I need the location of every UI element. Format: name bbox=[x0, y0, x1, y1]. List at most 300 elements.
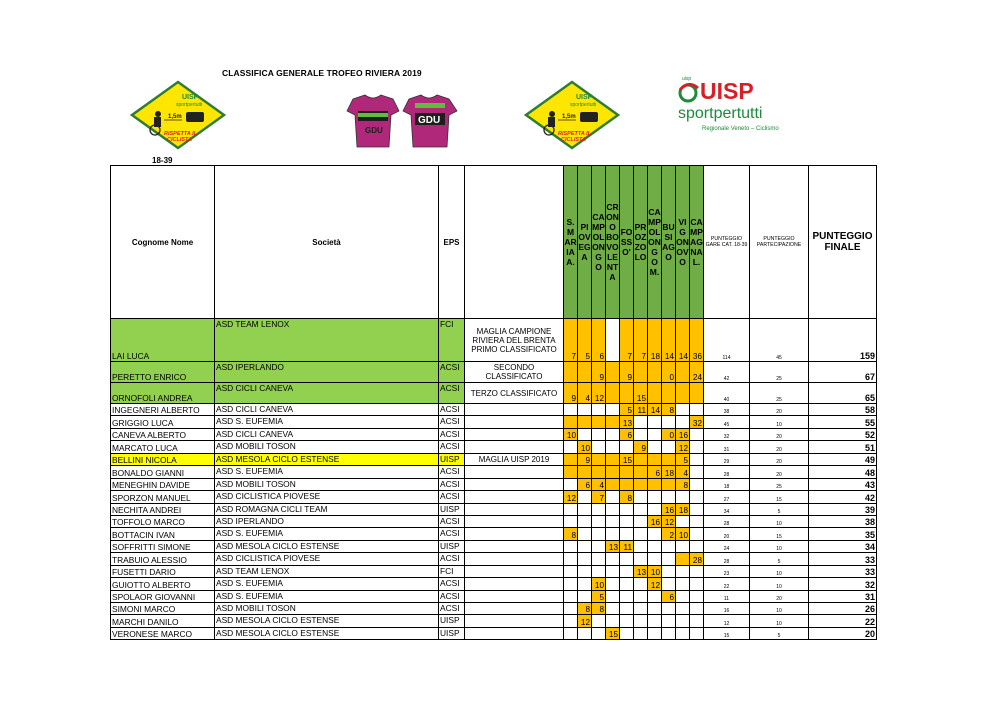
row-race-score: 8 bbox=[620, 491, 634, 503]
row-race-score bbox=[690, 453, 704, 465]
sign-uisp-text: UISP bbox=[576, 94, 593, 101]
row-race-score bbox=[578, 466, 592, 478]
row-race-score bbox=[620, 590, 634, 602]
row-race-score: 12 bbox=[648, 578, 662, 590]
row-race-score bbox=[606, 603, 620, 615]
row-race-score bbox=[592, 416, 606, 428]
row-race-score bbox=[606, 416, 620, 428]
row-final: 49 bbox=[809, 453, 877, 465]
row-final: 52 bbox=[809, 428, 877, 440]
row-race-score bbox=[592, 404, 606, 416]
row-race-score bbox=[606, 515, 620, 527]
row-race-score bbox=[606, 578, 620, 590]
row-race-score bbox=[606, 466, 620, 478]
col-header-name: Cognome Nome bbox=[111, 166, 215, 319]
row-partecipazione: 15 bbox=[750, 528, 809, 540]
row-final: 34 bbox=[809, 540, 877, 552]
row-society: ASD MESOLA CICLO ESTENSE bbox=[215, 453, 439, 465]
row-race-score bbox=[648, 540, 662, 552]
row-race-score bbox=[648, 590, 662, 602]
row-partecipazione: 20 bbox=[750, 428, 809, 440]
row-race-score: 0 bbox=[662, 362, 676, 383]
row-gare: 18 bbox=[704, 478, 750, 490]
row-note bbox=[465, 528, 564, 540]
sign-bottom-2: CICLISTA bbox=[561, 137, 586, 143]
row-note bbox=[465, 491, 564, 503]
row-name: PERETTO ENRICO bbox=[111, 362, 215, 383]
row-final: 32 bbox=[809, 578, 877, 590]
row-society: ASD S. EUFEMIA bbox=[215, 590, 439, 602]
row-society: ASD TEAM LENOX bbox=[215, 319, 439, 362]
brand-region-text: Regionale Veneto – Ciclismo bbox=[702, 126, 779, 132]
row-note bbox=[465, 578, 564, 590]
row-race-score: 8 bbox=[592, 603, 606, 615]
row-race-score bbox=[578, 528, 592, 540]
row-race-score bbox=[620, 503, 634, 515]
row-race-score bbox=[564, 416, 578, 428]
row-race-score bbox=[620, 466, 634, 478]
row-note bbox=[465, 478, 564, 490]
row-race-score: 6 bbox=[662, 590, 676, 602]
row-race-score: 15 bbox=[634, 383, 648, 404]
row-note bbox=[465, 503, 564, 515]
row-eps: UISP bbox=[439, 615, 465, 627]
row-race-score bbox=[676, 416, 690, 428]
brand-uisp-text: UISP bbox=[700, 78, 754, 104]
row-race-score: 12 bbox=[662, 515, 676, 527]
row-final: 33 bbox=[809, 565, 877, 577]
row-gare: 27 bbox=[704, 491, 750, 503]
row-race-score bbox=[690, 404, 704, 416]
row-race-score bbox=[592, 515, 606, 527]
col-header-race: PROZZOLO bbox=[634, 166, 648, 319]
row-race-score bbox=[634, 478, 648, 490]
row-note: SECONDO CLASSIFICATO bbox=[465, 362, 564, 383]
row-gare: 34 bbox=[704, 503, 750, 515]
uisp-rispetta-ciclista-logo-right bbox=[524, 80, 620, 150]
row-race-score bbox=[690, 565, 704, 577]
row-race-score bbox=[606, 491, 620, 503]
ranking-rows bbox=[111, 319, 877, 640]
col-header-race: CRONO BOVOLENTA bbox=[606, 166, 620, 319]
row-race-score bbox=[676, 362, 690, 383]
table-row bbox=[111, 515, 877, 527]
row-race-score bbox=[620, 441, 634, 453]
col-header-race: CAMPOLONGO bbox=[592, 166, 606, 319]
row-race-score: 15 bbox=[620, 453, 634, 465]
row-society: ASD MOBILI TOSON bbox=[215, 603, 439, 615]
row-race-score bbox=[662, 491, 676, 503]
row-race-score: 16 bbox=[676, 428, 690, 440]
row-race-score: 12 bbox=[564, 491, 578, 503]
row-partecipazione: 25 bbox=[750, 383, 809, 404]
row-race-score bbox=[634, 416, 648, 428]
table-row bbox=[111, 540, 877, 552]
row-race-score: 10 bbox=[676, 528, 690, 540]
row-society: ASD CICLISTICA PIOVESE bbox=[215, 553, 439, 565]
row-partecipazione: 5 bbox=[750, 503, 809, 515]
jersey-back-icon bbox=[403, 95, 457, 147]
row-final: 26 bbox=[809, 603, 877, 615]
table-row bbox=[111, 428, 877, 440]
row-eps: UISP bbox=[439, 453, 465, 465]
row-race-score: 18 bbox=[648, 319, 662, 362]
row-society: ASD S. EUFEMIA bbox=[215, 578, 439, 590]
row-name: VERONESE MARCO bbox=[111, 627, 215, 639]
row-race-score bbox=[592, 428, 606, 440]
row-partecipazione: 20 bbox=[750, 466, 809, 478]
row-race-score bbox=[690, 428, 704, 440]
table-row bbox=[111, 578, 877, 590]
table-row bbox=[111, 453, 877, 465]
row-society: ASD IPERLANDO bbox=[215, 362, 439, 383]
row-race-score bbox=[606, 404, 620, 416]
row-race-score bbox=[564, 615, 578, 627]
row-race-score bbox=[634, 615, 648, 627]
row-race-score: 9 bbox=[564, 383, 578, 404]
row-race-score bbox=[676, 491, 690, 503]
row-society: ASD CICLI CANEVA bbox=[215, 428, 439, 440]
row-final: 55 bbox=[809, 416, 877, 428]
row-name: LAI LUCA bbox=[111, 319, 215, 362]
row-race-score bbox=[634, 540, 648, 552]
row-race-score bbox=[606, 553, 620, 565]
row-race-score bbox=[606, 565, 620, 577]
row-partecipazione: 10 bbox=[750, 565, 809, 577]
row-eps: ACSI bbox=[439, 362, 465, 383]
row-race-score: 18 bbox=[662, 466, 676, 478]
row-race-score: 9 bbox=[620, 362, 634, 383]
row-note: TERZO CLASSIFICATO bbox=[465, 383, 564, 404]
row-race-score: 11 bbox=[620, 540, 634, 552]
brand-sub-text: sportpertutti bbox=[678, 105, 763, 122]
row-partecipazione: 10 bbox=[750, 540, 809, 552]
row-eps: ACSI bbox=[439, 441, 465, 453]
row-eps: ACSI bbox=[439, 603, 465, 615]
row-eps: ACSI bbox=[439, 515, 465, 527]
row-race-score bbox=[564, 565, 578, 577]
row-race-score: 12 bbox=[578, 615, 592, 627]
row-partecipazione: 10 bbox=[750, 416, 809, 428]
row-name: BOTTACIN IVAN bbox=[111, 528, 215, 540]
row-race-score bbox=[592, 503, 606, 515]
row-race-score: 6 bbox=[578, 478, 592, 490]
row-gare: 12 bbox=[704, 615, 750, 627]
row-name: BELLINI NICOLA bbox=[111, 453, 215, 465]
row-race-score bbox=[564, 590, 578, 602]
row-race-score bbox=[578, 491, 592, 503]
row-race-score: 6 bbox=[592, 319, 606, 362]
row-race-score bbox=[634, 466, 648, 478]
row-eps: FCI bbox=[439, 565, 465, 577]
row-race-score bbox=[592, 453, 606, 465]
col-header-eps: EPS bbox=[439, 166, 465, 319]
row-race-score bbox=[648, 491, 662, 503]
row-society: ASD CICLISTICA PIOVESE bbox=[215, 491, 439, 503]
row-eps: ACSI bbox=[439, 466, 465, 478]
row-race-score: 4 bbox=[676, 466, 690, 478]
row-final: 43 bbox=[809, 478, 877, 490]
table-row bbox=[111, 404, 877, 416]
sign-bottom-1: RISPETTA IL bbox=[164, 131, 197, 137]
row-race-score bbox=[578, 553, 592, 565]
row-race-score: 18 bbox=[676, 503, 690, 515]
row-race-score: 2 bbox=[662, 528, 676, 540]
row-race-score bbox=[676, 565, 690, 577]
row-race-score bbox=[648, 627, 662, 639]
table-row bbox=[111, 478, 877, 490]
row-race-score bbox=[690, 478, 704, 490]
row-name: BONALDO GIANNI bbox=[111, 466, 215, 478]
row-race-score bbox=[578, 540, 592, 552]
row-race-score bbox=[620, 528, 634, 540]
row-race-score bbox=[578, 590, 592, 602]
row-eps: ACSI bbox=[439, 404, 465, 416]
row-race-score bbox=[690, 491, 704, 503]
row-final: 35 bbox=[809, 528, 877, 540]
row-partecipazione: 10 bbox=[750, 603, 809, 615]
row-final: 51 bbox=[809, 441, 877, 453]
page-title: CLASSIFICA GENERALE TROFEO RIVIERA 2019 bbox=[222, 68, 422, 78]
row-race-score: 9 bbox=[578, 453, 592, 465]
row-eps: ACSI bbox=[439, 491, 465, 503]
row-race-score bbox=[564, 627, 578, 639]
row-race-score bbox=[606, 441, 620, 453]
row-final: 22 bbox=[809, 615, 877, 627]
row-society: ASD MOBILI TOSON bbox=[215, 478, 439, 490]
row-note bbox=[465, 565, 564, 577]
row-partecipazione: 10 bbox=[750, 515, 809, 527]
row-race-score bbox=[564, 515, 578, 527]
row-gare: 24 bbox=[704, 540, 750, 552]
row-society: ASD ROMAGNA CICLI TEAM bbox=[215, 503, 439, 515]
row-race-score bbox=[620, 515, 634, 527]
row-race-score bbox=[564, 578, 578, 590]
row-note bbox=[465, 590, 564, 602]
row-race-score: 12 bbox=[676, 441, 690, 453]
row-partecipazione: 10 bbox=[750, 615, 809, 627]
row-race-score: 13 bbox=[620, 416, 634, 428]
row-race-score bbox=[606, 362, 620, 383]
row-race-score: 7 bbox=[620, 319, 634, 362]
table-header-row bbox=[111, 166, 877, 319]
row-race-score: 14 bbox=[676, 319, 690, 362]
row-race-score bbox=[564, 466, 578, 478]
row-race-score bbox=[578, 404, 592, 416]
row-partecipazione: 20 bbox=[750, 453, 809, 465]
row-final: 58 bbox=[809, 404, 877, 416]
row-race-score bbox=[564, 503, 578, 515]
row-eps: ACSI bbox=[439, 428, 465, 440]
row-race-score: 11 bbox=[634, 404, 648, 416]
row-race-score bbox=[662, 565, 676, 577]
row-race-score bbox=[648, 615, 662, 627]
row-race-score bbox=[592, 528, 606, 540]
row-race-score bbox=[592, 540, 606, 552]
row-society: ASD MOBILI TOSON bbox=[215, 441, 439, 453]
row-race-score bbox=[676, 404, 690, 416]
row-note bbox=[465, 428, 564, 440]
row-race-score bbox=[690, 590, 704, 602]
row-note bbox=[465, 627, 564, 639]
row-name: SPOLAOR GIOVANNI bbox=[111, 590, 215, 602]
row-race-score: 10 bbox=[592, 578, 606, 590]
row-race-score: 10 bbox=[564, 428, 578, 440]
table-row bbox=[111, 416, 877, 428]
row-name: MENEGHIN DAVIDE bbox=[111, 478, 215, 490]
row-race-score bbox=[648, 416, 662, 428]
jersey-front-icon bbox=[347, 95, 399, 147]
row-race-score bbox=[662, 578, 676, 590]
row-name: ORNOFOLI ANDREA bbox=[111, 383, 215, 404]
row-final: 65 bbox=[809, 383, 877, 404]
row-race-score: 5 bbox=[592, 590, 606, 602]
row-race-score bbox=[690, 540, 704, 552]
row-race-score: 14 bbox=[648, 404, 662, 416]
row-race-score: 4 bbox=[578, 383, 592, 404]
table-row bbox=[111, 528, 877, 540]
col-header-race: S. MARIA A. bbox=[564, 166, 578, 319]
gdu-jerseys-image bbox=[343, 93, 461, 149]
row-note: MAGLIA UISP 2019 bbox=[465, 453, 564, 465]
row-race-score bbox=[690, 515, 704, 527]
row-race-score: 12 bbox=[592, 383, 606, 404]
row-race-score bbox=[578, 503, 592, 515]
row-race-score bbox=[648, 503, 662, 515]
row-race-score: 15 bbox=[606, 627, 620, 639]
row-race-score bbox=[690, 441, 704, 453]
row-race-score: 9 bbox=[634, 441, 648, 453]
table-row bbox=[111, 466, 877, 478]
row-race-score: 4 bbox=[592, 478, 606, 490]
row-partecipazione: 25 bbox=[750, 362, 809, 383]
row-final: 67 bbox=[809, 362, 877, 383]
row-eps: ACSI bbox=[439, 528, 465, 540]
row-race-score bbox=[634, 453, 648, 465]
sign-distance: 1,5m bbox=[562, 114, 576, 120]
row-race-score bbox=[690, 466, 704, 478]
row-eps: FCI bbox=[439, 319, 465, 362]
row-partecipazione: 45 bbox=[750, 319, 809, 362]
col-header-race: BUSIAGO bbox=[662, 166, 676, 319]
row-race-score bbox=[662, 383, 676, 404]
row-race-score bbox=[634, 578, 648, 590]
uisp-rispetta-ciclista-logo-left bbox=[130, 80, 226, 150]
category-label: 18-39 bbox=[152, 156, 173, 165]
row-gare: 38 bbox=[704, 404, 750, 416]
row-name: SPORZON MANUEL bbox=[111, 491, 215, 503]
row-note bbox=[465, 515, 564, 527]
row-race-score bbox=[634, 428, 648, 440]
row-final: 42 bbox=[809, 491, 877, 503]
table-row bbox=[111, 627, 877, 639]
table-row bbox=[111, 590, 877, 602]
row-final: 31 bbox=[809, 590, 877, 602]
row-eps: UISP bbox=[439, 503, 465, 515]
row-race-score: 5 bbox=[676, 453, 690, 465]
row-race-score bbox=[634, 528, 648, 540]
row-race-score bbox=[676, 603, 690, 615]
col-header-gare: PUNTEGGIO GARE CAT. 18-39 bbox=[704, 166, 750, 319]
row-race-score bbox=[578, 428, 592, 440]
row-race-score bbox=[592, 553, 606, 565]
row-race-score bbox=[564, 540, 578, 552]
row-race-score: 36 bbox=[690, 319, 704, 362]
row-race-score: 8 bbox=[578, 603, 592, 615]
row-society: ASD MESOLA CICLO ESTENSE bbox=[215, 627, 439, 639]
row-race-score bbox=[564, 603, 578, 615]
row-gare: 42 bbox=[704, 362, 750, 383]
table-row bbox=[111, 441, 877, 453]
row-name: NECHITA ANDREI bbox=[111, 503, 215, 515]
row-race-score bbox=[648, 453, 662, 465]
row-race-score bbox=[662, 441, 676, 453]
row-note: MAGLIA CAMPIONE RIVIERA DEL BRENTA PRIMO CLASSIFICATO bbox=[465, 319, 564, 362]
table-row bbox=[111, 362, 877, 383]
row-final: 48 bbox=[809, 466, 877, 478]
row-race-score bbox=[592, 441, 606, 453]
row-society: ASD S. EUFEMIA bbox=[215, 466, 439, 478]
row-gare: 16 bbox=[704, 603, 750, 615]
row-race-score bbox=[648, 528, 662, 540]
row-race-score bbox=[690, 578, 704, 590]
row-name: TOFFOLO MARCO bbox=[111, 515, 215, 527]
table-row bbox=[111, 565, 877, 577]
row-note bbox=[465, 466, 564, 478]
row-race-score bbox=[564, 553, 578, 565]
row-race-score: 24 bbox=[690, 362, 704, 383]
row-name: SIMONI MARCO bbox=[111, 603, 215, 615]
row-partecipazione: 15 bbox=[750, 491, 809, 503]
row-race-score bbox=[648, 478, 662, 490]
row-gare: 23 bbox=[704, 565, 750, 577]
row-race-score: 7 bbox=[634, 319, 648, 362]
row-race-score bbox=[676, 627, 690, 639]
row-race-score: 9 bbox=[592, 362, 606, 383]
row-race-score bbox=[620, 615, 634, 627]
row-race-score bbox=[634, 362, 648, 383]
row-race-score bbox=[662, 416, 676, 428]
row-race-score bbox=[606, 503, 620, 515]
row-race-score: 13 bbox=[606, 540, 620, 552]
row-name: TRABUIO ALESSIO bbox=[111, 553, 215, 565]
row-race-score bbox=[648, 362, 662, 383]
row-race-score: 8 bbox=[564, 528, 578, 540]
row-partecipazione: 20 bbox=[750, 590, 809, 602]
row-race-score bbox=[592, 627, 606, 639]
row-eps: ACSI bbox=[439, 383, 465, 404]
row-race-score bbox=[578, 362, 592, 383]
row-race-score bbox=[690, 615, 704, 627]
row-race-score bbox=[662, 453, 676, 465]
row-race-score bbox=[620, 603, 634, 615]
row-race-score: 5 bbox=[620, 404, 634, 416]
row-gare: 31 bbox=[704, 441, 750, 453]
row-gare: 114 bbox=[704, 319, 750, 362]
row-race-score: 10 bbox=[578, 441, 592, 453]
sign-bottom-2: CICLISTA bbox=[167, 137, 192, 143]
row-final: 159 bbox=[809, 319, 877, 362]
row-race-score bbox=[648, 553, 662, 565]
col-header-race: VIGONOVO bbox=[676, 166, 690, 319]
row-note bbox=[465, 603, 564, 615]
row-society: ASD TEAM LENOX bbox=[215, 565, 439, 577]
row-race-score bbox=[634, 603, 648, 615]
row-race-score bbox=[648, 383, 662, 404]
row-gare: 40 bbox=[704, 383, 750, 404]
row-gare: 28 bbox=[704, 466, 750, 478]
row-gare: 11 bbox=[704, 590, 750, 602]
